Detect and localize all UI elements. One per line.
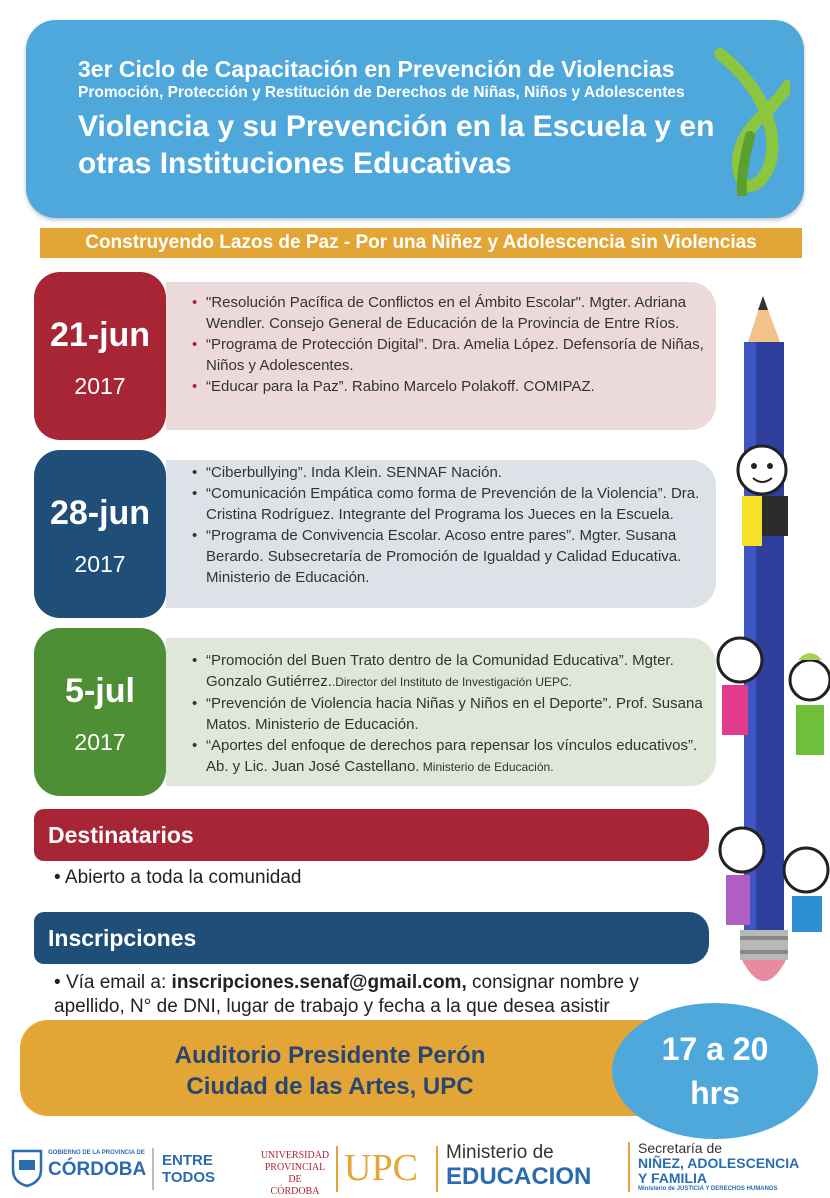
list-item: • “Promoción del Buen Trato dentro de la Comunidad Educativa”. Mgter. Gonzalo Gutiérrez..Director del Instituto de Investigación UEPC.	[206, 650, 716, 693]
logo-cordoba-small: GOBIERNO DE LA PROVINCIA DE	[48, 1150, 145, 1156]
logo-ministerio-1: Ministerio de	[446, 1142, 554, 1163]
logo-ministerio-2: EDUCACION	[446, 1163, 592, 1190]
logo-entre-todos: ENTRE TODOS	[162, 1152, 216, 1186]
date-box-2	[34, 450, 166, 618]
inscripciones-header: Inscripciones	[34, 912, 709, 964]
session-year: 2017	[74, 373, 126, 399]
destinatarios-header: Destinatarios	[34, 809, 709, 861]
time-badge: 17 a 20 hrs	[612, 1003, 818, 1139]
logo-secretaria-2: NIÑEZ, ADOLESCENCIA	[638, 1155, 800, 1171]
list-item: • “Programa de Protección Digital”. Dra. Amelia López. Defensoría de Niñas, Niños y Adolescentes.	[206, 334, 716, 376]
inscripciones-text: • Vía email a: inscripciones.senaf@gmail.com, consignar nombre y apellido, N° de DNI, lugar de trabajo y fecha a la que desea asistir	[54, 972, 639, 1017]
session-date: 28-jun	[49, 494, 151, 532]
green-ribbon-icon	[700, 46, 790, 196]
session-date: 21-jun	[49, 316, 151, 354]
logo-secretaria-4: Ministerio de JUSTICIA Y DERECHOS HUMANOS	[638, 1186, 778, 1192]
pencil-illustration	[700, 290, 830, 1010]
destinatarios-text: • Abierto a toda la comunidad	[54, 867, 302, 888]
date-box-3	[34, 628, 166, 796]
main-title: Violencia y su Prevención en la Escuela y en otras Instituciones Educativas	[78, 110, 715, 180]
venue-text: Auditorio Presidente Perón Ciudad de las Artes, UPC	[174, 1042, 486, 1100]
logo-secretaria-3: Y FAMILIA	[638, 1170, 707, 1186]
list-item: • “Aportes del enfoque de derechos para repensar los vínculos educativos”. Ab. y Lic. Juan José Castellano. Ministerio de Educación.	[206, 735, 716, 778]
list-item: • "Resolución Pacífica de Conflictos en el Ámbito Escolar". Mgter. Adriana Wendler. Consejo General de Educación de la Provincia de Entre Ríos.	[206, 292, 716, 334]
session-date: 5-jul	[65, 672, 135, 710]
session-info-3	[166, 638, 716, 786]
cordoba-shield-icon	[10, 1148, 44, 1188]
logo-upc-text: UNIVERSIDAD PROVINCIAL DE CÓRDOBA	[260, 1150, 330, 1197]
divider	[628, 1142, 630, 1192]
session-info-1	[166, 282, 716, 430]
session-year: 2017	[74, 729, 126, 755]
email-link[interactable]: inscripciones.senaf@gmail.com,	[171, 972, 467, 993]
session-info-2	[166, 460, 716, 608]
date-box-1	[34, 272, 166, 440]
session-year: 2017	[74, 551, 126, 577]
divider	[436, 1146, 438, 1192]
logo-secretaria-1: Secretaría de	[638, 1140, 723, 1156]
slogan-banner: Construyendo Lazos de Paz - Por una Niñez y Adolescencia sin Violencias	[40, 228, 802, 258]
logo-upc-mark: UPC	[344, 1147, 418, 1189]
list-item: • “Prevención de Violencia hacia Niñas y Niños en el Deporte”. Prof. Susana Matos. Ministerio de Educación.	[206, 693, 716, 735]
list-item: • “Comunicación Empática como forma de Prevención de la Violencia”. Dra. Cristina Rodríguez. Integrante del Programa los Jueces en la Escuela.	[206, 483, 716, 525]
list-item: • “Educar para la Paz”. Rabino Marcelo Polakoff. COMIPAZ.	[206, 376, 716, 397]
cycle-subtitle: Promoción, Protección y Restitución de Derechos de Niñas, Niños y Adolescentes	[78, 84, 685, 101]
divider	[336, 1146, 338, 1192]
cycle-title: 3er Ciclo de Capacitación en Prevención de Violencias	[78, 56, 675, 82]
divider	[152, 1148, 154, 1190]
list-item: • “Programa de Convivencia Escolar. Acoso entre pares”. Mgter. Susana Berardo. Subsecretaría de Promoción de Igualdad y Calidad Educativa. Ministerio de Educación.	[206, 525, 716, 588]
list-item: • “Ciberbullying”. Inda Klein. SENNAF Nación.	[206, 462, 716, 483]
logo-cordoba: CÓRDOBA	[48, 1159, 147, 1180]
